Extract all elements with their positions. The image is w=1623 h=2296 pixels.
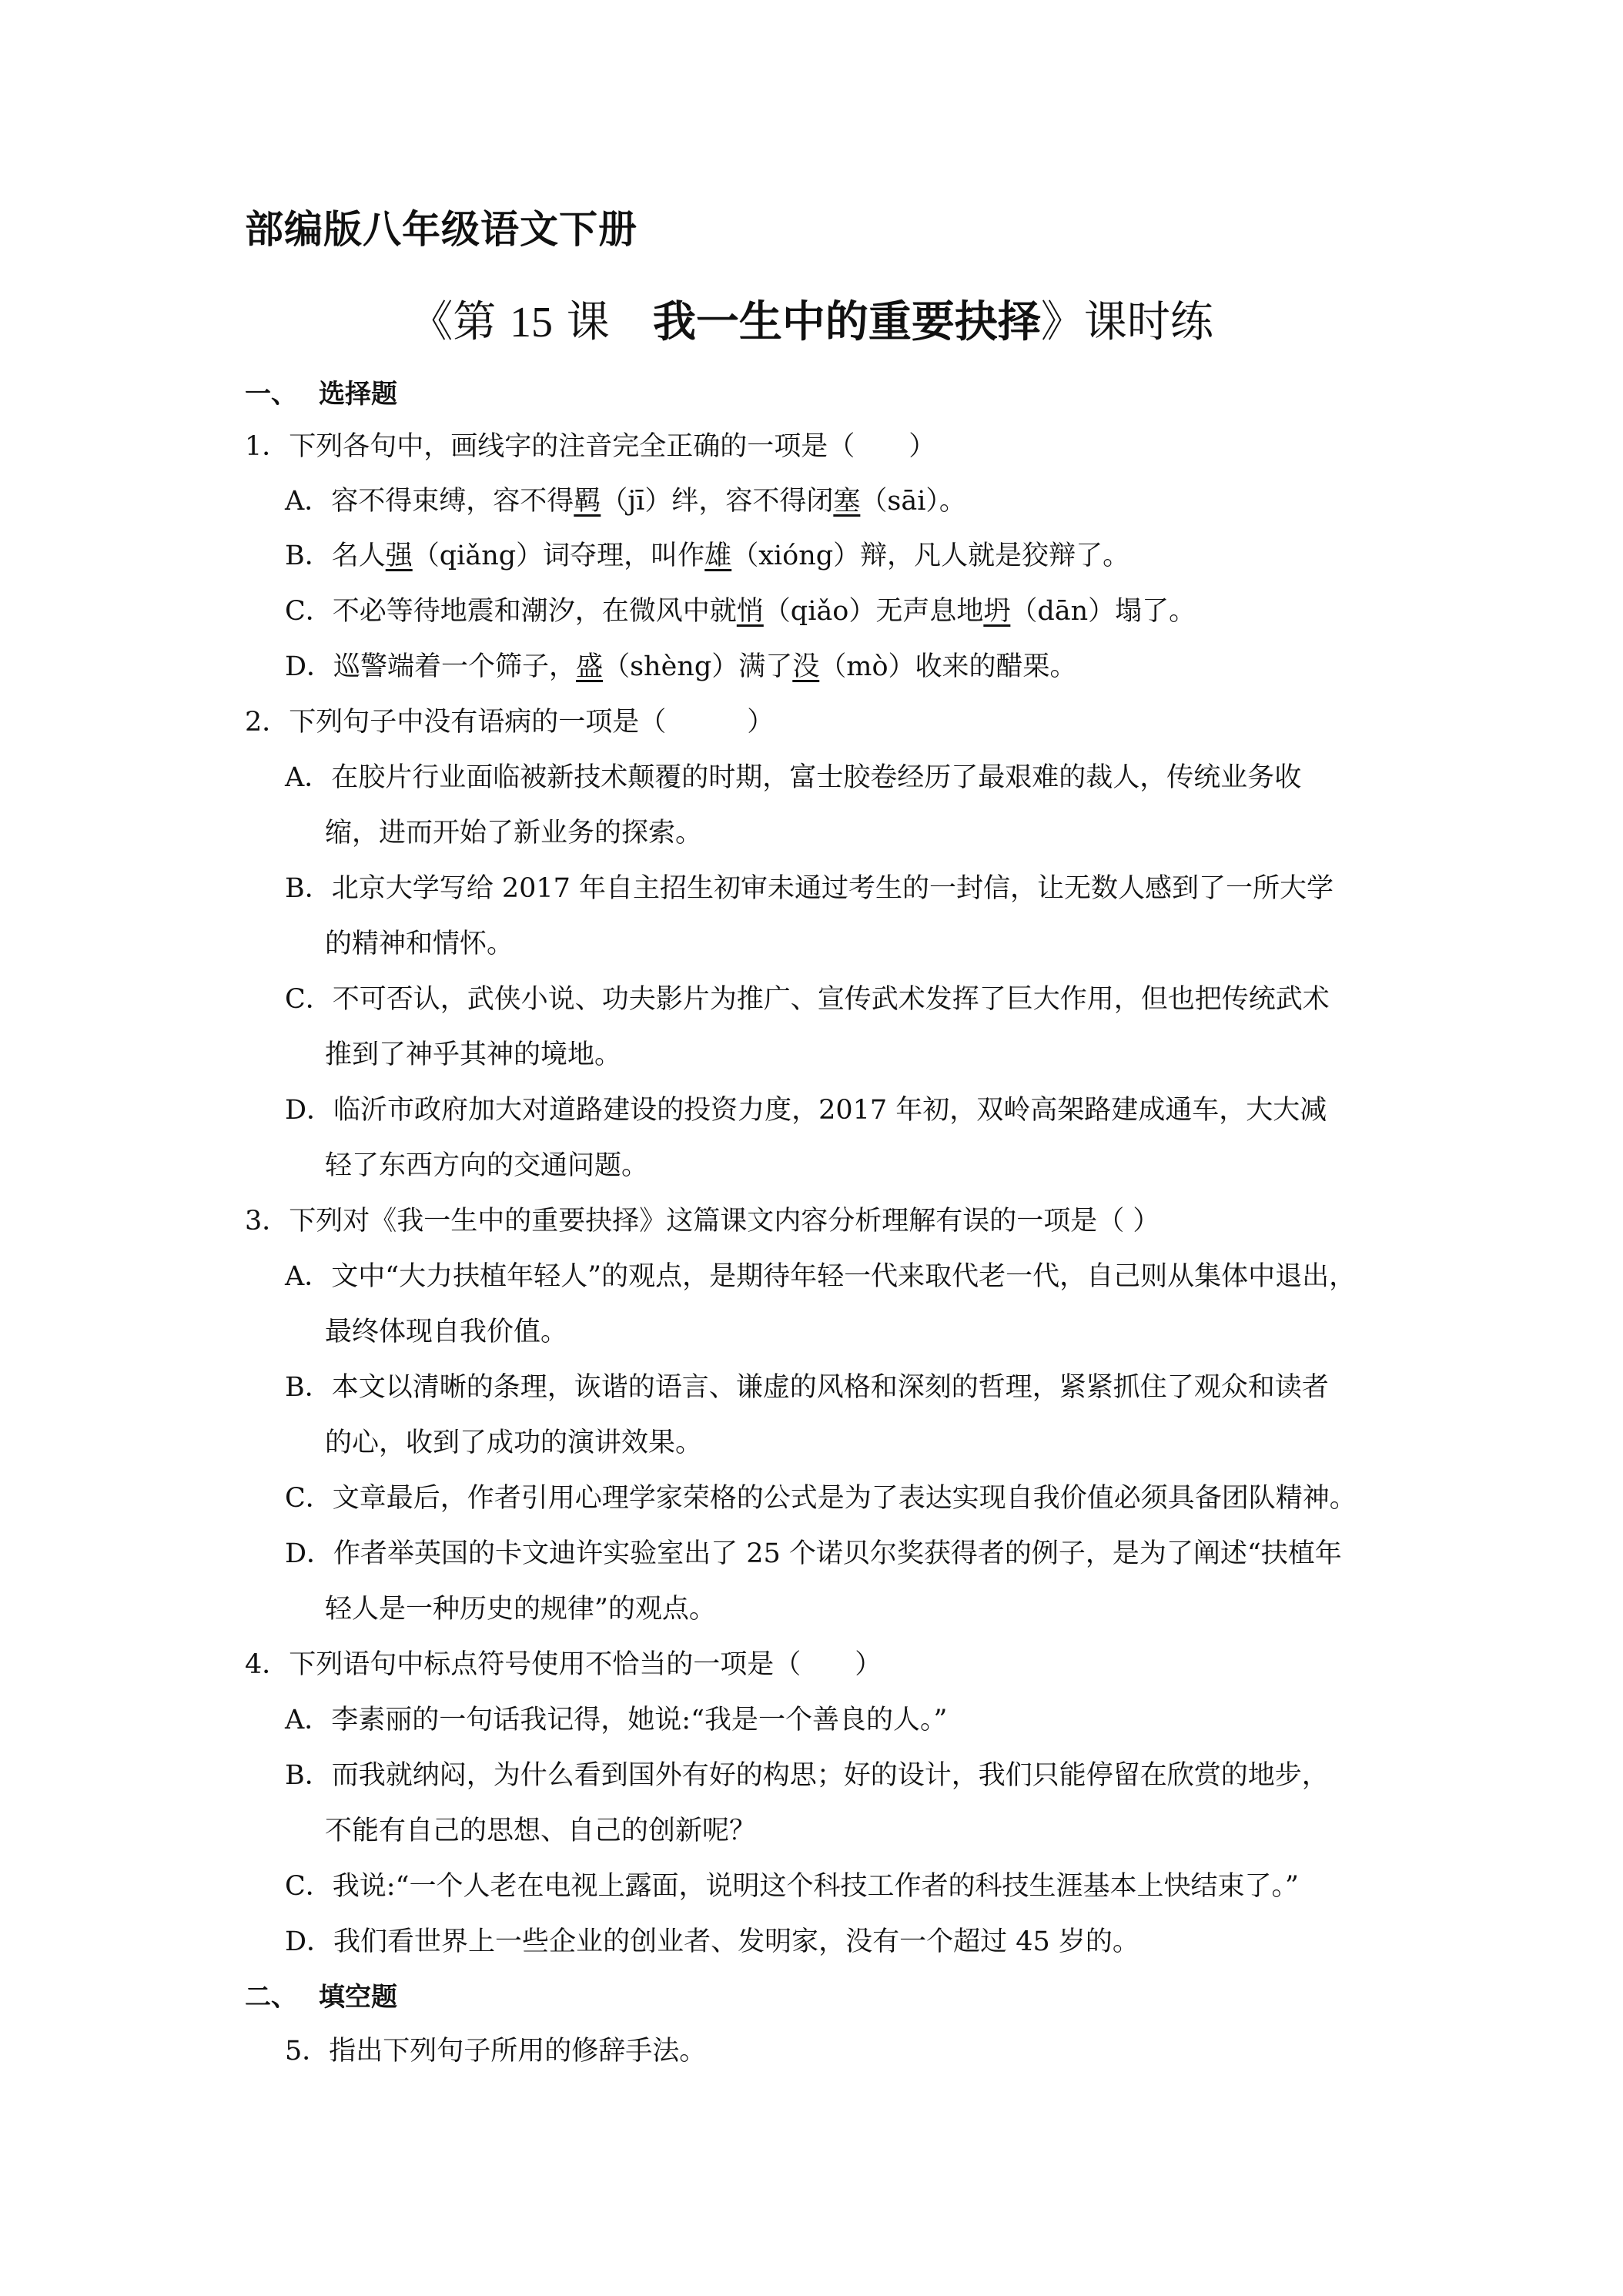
question-1-stem: 1．下列各句中，画线字的注音完全正确的一项是（ ） [245, 431, 936, 462]
question-4-option-d: D．我们看世界上一些企业的创业者、发明家，没有一个超过 45 岁的。 [285, 1926, 1139, 1957]
underlined-char: 羁 [574, 486, 601, 517]
question-2-option-b: B．北京大学写给 2017 年自主招生初审未通过考生的一封信，让无数人感到了一所大学 [285, 873, 1334, 904]
question-3-option-d: D．作者举英国的卡文迪许实验室出了 25 个诺贝尔奖获得者的例子，是为了阐述“扶植年 [285, 1538, 1342, 1569]
question-4-option-c: C．我说:“一个人老在电视上露面，说明这个科技工作者的科技生涯基本上快结束了。” [285, 1871, 1299, 1902]
question-1-option-d [285, 645, 1077, 684]
underlined-char: 悄 [736, 596, 764, 627]
question-3-option-a-cont: 最终体现自我价值。 [325, 1317, 568, 1347]
option-text: （jī）绊，容不得闭 [601, 486, 834, 517]
underlined-char: 塞 [833, 486, 861, 517]
lesson-title [0, 288, 1623, 350]
option-text: （mò）收来的醋栗。 [819, 651, 1077, 682]
underlined-char: 强 [385, 541, 413, 571]
title-open: 《第 [410, 297, 510, 347]
title-mid: 课 [553, 297, 653, 347]
section-label: 选择题 [319, 379, 397, 410]
question-3-option-b-cont: 的心，收到了成功的演讲效果。 [325, 1427, 703, 1458]
option-text: （dān）塌了。 [1010, 596, 1196, 627]
question-3-option-c: C．文章最后，作者引用心理学家荣格的公式是为了表达实现自我价值必须具备团队精神。 [285, 1483, 1357, 1514]
question-5-stem: 5．指出下列句子所用的修辞手法。 [285, 2036, 707, 2067]
underlined-char: 坍 [983, 596, 1011, 627]
question-2-stem: 2．下列句子中没有语病的一项是（ ） [245, 707, 775, 738]
question-1-option-a [285, 480, 966, 518]
question-3-option-a: A．文中“大力扶植年轻人”的观点，是期待年轻一代来取代老一代，自己则从集体中退出， [285, 1261, 1357, 1292]
option-text: （qiǎo）无声息地 [763, 596, 984, 627]
section-number: 二、 [245, 1982, 297, 2013]
question-4-stem: 4．下列语句中标点符号使用不恰当的一项是（ ） [245, 1649, 882, 1680]
question-1-option-c [285, 590, 1196, 628]
option-text: B．名人 [285, 541, 386, 571]
option-text: （xióng）辩，凡人就是狡辩了。 [731, 541, 1130, 571]
question-2-option-a: A．在胶片行业面临被新技术颠覆的时期，富士胶卷经历了最艰难的裁人，传统业务收 [285, 762, 1302, 793]
question-2-option-a-cont: 缩，进而开始了新业务的探索。 [325, 818, 703, 848]
section-number: 一、 [245, 379, 297, 410]
question-3-option-b: B．本文以清晰的条理，诙谐的语言、谦虚的风格和深刻的哲理，紧紧抓住了观众和读者 [285, 1372, 1329, 1403]
question-2-option-b-cont: 的精神和情怀。 [325, 929, 514, 959]
underlined-char: 雄 [704, 541, 732, 571]
option-text: D．巡警端着一个筛子， [285, 651, 577, 682]
option-text: A．容不得束缚，容不得 [285, 486, 574, 517]
question-2-option-d: D．临沂市政府加大对道路建设的投资力度，2017 年初，双岭高架路建成通车，大大减 [285, 1095, 1327, 1126]
option-text: （shèng）满了 [603, 651, 793, 682]
question-4-option-b: B．而我就纳闷，为什么看到国外有好的构思；好的设计，我们只能停留在欣赏的地步， [285, 1760, 1329, 1791]
option-text: （qiǎng）词夺理，叫作 [412, 541, 705, 571]
question-2-option-c-cont: 推到了神乎其神的境地。 [325, 1039, 622, 1070]
question-4-option-a: A．李素丽的一句话我记得，她说:“我是一个善良的人。” [285, 1705, 948, 1735]
section-heading-choice [245, 373, 397, 410]
title-lesson-number: 15 [510, 299, 553, 346]
option-text: C．不必等待地震和潮汐，在微风中就 [285, 596, 737, 627]
document-header: 部编版八年级语文下册 [245, 207, 637, 252]
question-4-option-b-cont: 不能有自己的思想、自己的创新呢？ [325, 1816, 757, 1846]
title-lesson-name: 我一生中的重要抉择 [652, 297, 1041, 347]
question-2-option-d-cont: 轻了东西方向的交通问题。 [325, 1150, 649, 1181]
section-label: 填空题 [319, 1982, 397, 2013]
question-3-option-d-cont: 轻人是一种历史的规律”的观点。 [325, 1594, 716, 1625]
option-text: （sāi）。 [860, 486, 966, 517]
underlined-char: 盛 [576, 651, 604, 682]
question-3-stem: 3．下列对《我一生中的重要抉择》这篇课文内容分析理解有误的一项是（ ） [245, 1206, 1160, 1237]
question-1-option-b [285, 534, 1129, 573]
question-2-option-c: C．不可否认，武侠小说、功夫影片为推广、宣传武术发挥了巨大作用，但也把传统武术 [285, 984, 1330, 1015]
section-heading-fill-in [245, 1976, 397, 2013]
underlined-char: 没 [792, 651, 820, 682]
title-close: 》课时练 [1040, 297, 1213, 347]
